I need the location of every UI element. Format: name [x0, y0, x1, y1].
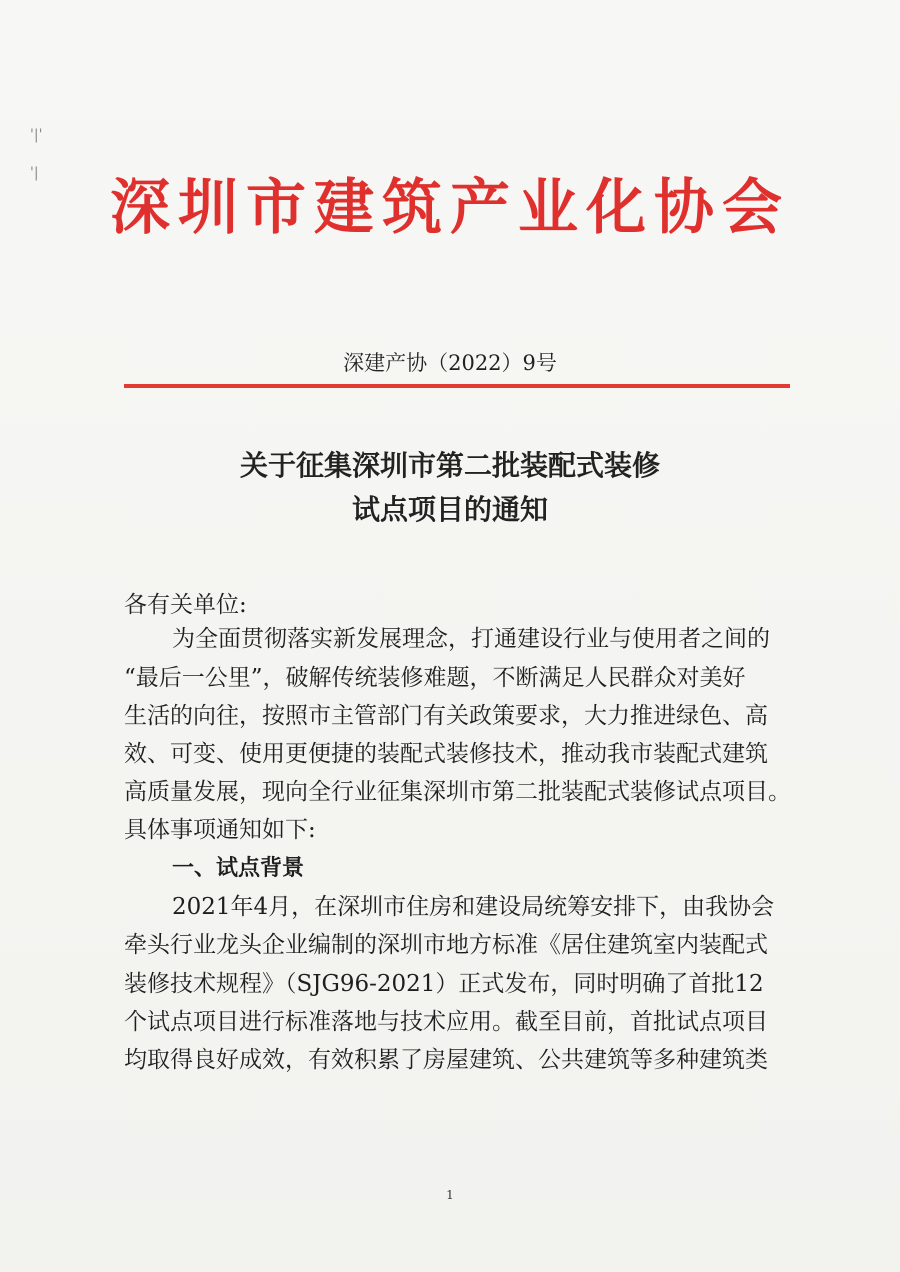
paragraph-line: 具体事项通知如下: — [124, 817, 316, 843]
scan-mark: '|' — [30, 127, 43, 143]
paragraph-line: 牵头行业龙头企业编制的深圳市地方标准《居住建筑室内装配式 — [124, 932, 768, 958]
paragraph-line: 均取得良好成效，有效积累了房屋建筑、公共建筑等多种建筑类 — [124, 1047, 768, 1073]
page-number: 1 — [446, 1188, 454, 1202]
paragraph-line: “最后一公里”，破解传统装修难题，不断满足人民群众对美好 — [124, 665, 746, 691]
organization-header: 深圳市建筑产业化协会 — [110, 173, 790, 243]
paragraph-line: 装修技术规程》（SJG96-2021）正式发布，同时明确了首批12 — [124, 971, 764, 997]
scan-mark: '| — [30, 165, 39, 181]
section-heading: 一、试点背景 — [172, 856, 305, 881]
paragraph-line: 为全面贯彻落实新发展理念，打通建设行业与使用者之间的 — [172, 626, 770, 652]
paragraph-line: 2021年4月，在深圳市住房和建设局统筹安排下，由我协会 — [172, 894, 775, 920]
paragraph-line: 个试点项目进行标准落地与技术应用。截至目前，首批试点项目 — [124, 1009, 768, 1035]
red-divider-line — [124, 384, 790, 388]
document-title-line-2: 试点项目的通知 — [351, 493, 548, 526]
salutation: 各有关单位: — [124, 592, 247, 618]
paragraph-line: 高质量发展，现向全行业征集深圳市第二批装配式装修试点项目。 — [124, 779, 791, 805]
document-title-line-1: 关于征集深圳市第二批装配式装修 — [239, 449, 660, 482]
paragraph-line: 生活的向往，按照市主管部门有关政策要求，大力推进绿色、高 — [124, 703, 768, 729]
paragraph-line: 效、可变、使用更便捷的装配式装修技术，推动我市装配式建筑 — [124, 741, 768, 767]
document-number: 深建产协（2022）9号 — [343, 351, 557, 375]
